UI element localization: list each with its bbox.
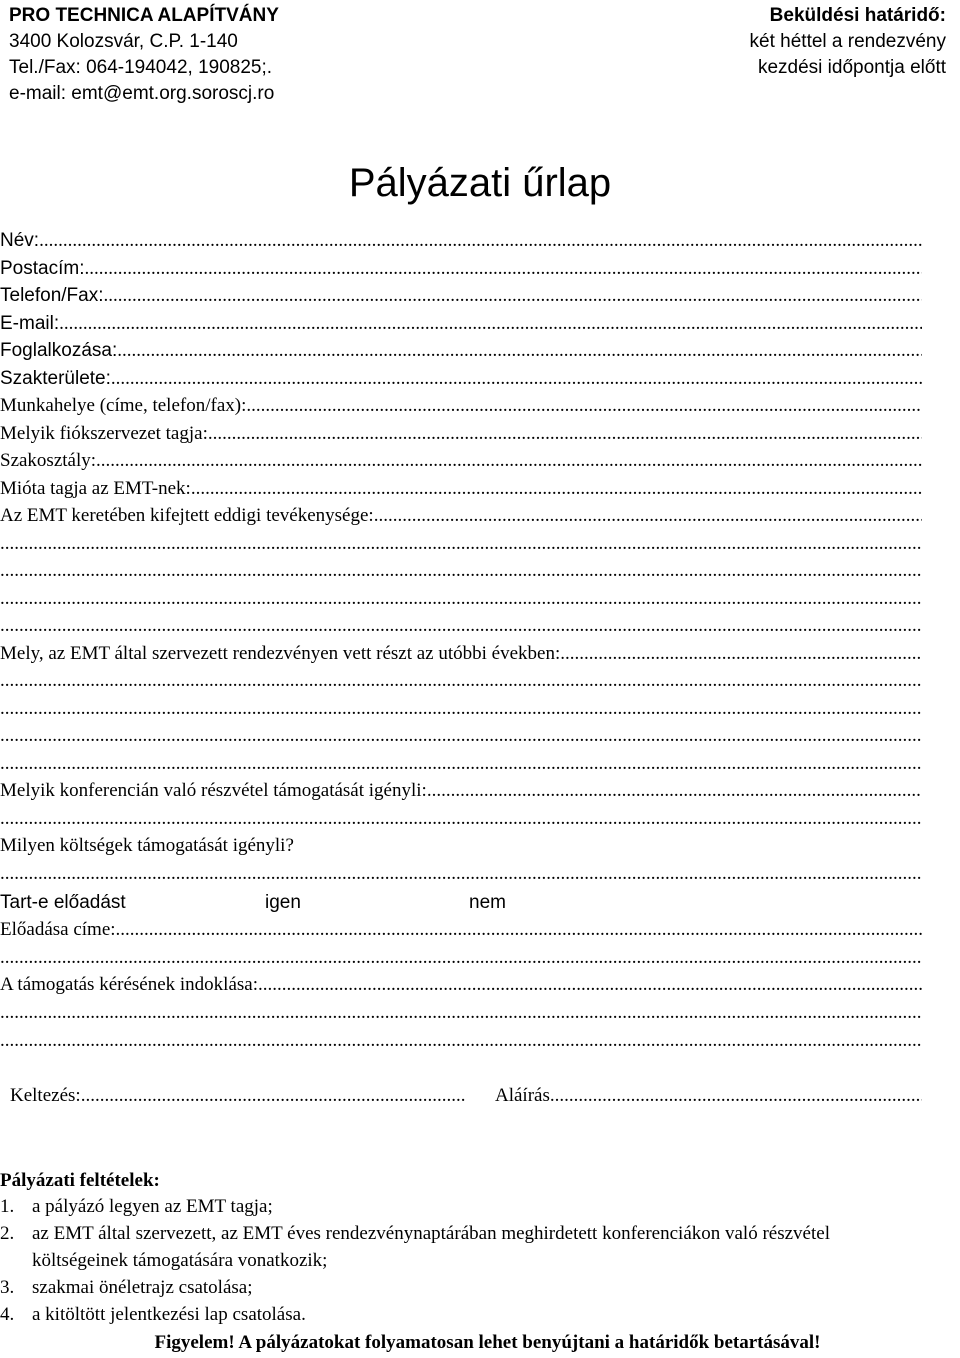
form-field-label: Postacím: xyxy=(0,258,85,279)
dotted-fill xyxy=(0,588,922,609)
form-field-label: Foglalkozása: xyxy=(0,340,118,361)
form-field-label: E-mail: xyxy=(0,313,60,334)
dotted-fill xyxy=(0,725,922,746)
form-field-label: Név: xyxy=(0,230,40,251)
form-field[interactable] xyxy=(0,834,922,857)
justification-field[interactable] xyxy=(0,973,922,996)
presentation-no-option[interactable]: nem xyxy=(469,892,506,913)
form-continuation-line[interactable] xyxy=(0,724,922,747)
dotted-fill xyxy=(246,395,922,416)
form-field-label: Az EMT keretében kifejtett eddigi tevékenysége: xyxy=(0,505,374,526)
presentation-title-label: Előadása címe: xyxy=(0,919,116,940)
dotted-fill xyxy=(39,230,922,251)
condition-text: a kitöltött jelentkezési lap csatolása. xyxy=(32,1304,306,1325)
dotted-fill xyxy=(0,615,922,636)
organization-email: e-mail: emt@emt.org.soroscj.ro xyxy=(9,83,275,104)
date-field[interactable] xyxy=(10,1084,465,1107)
dotted-fill xyxy=(0,560,922,581)
form-field-label: Melyik fiókszervezet tagja: xyxy=(0,423,208,444)
deadline-line-1: két héttel a rendezvény xyxy=(749,31,946,52)
form-field[interactable] xyxy=(0,284,922,307)
form-field[interactable] xyxy=(0,449,922,472)
dotted-fill xyxy=(117,340,922,361)
notice-text: Figyelem! A pályázatokat folyamatosan lehet benyújtani a határidők betartásával! xyxy=(154,1332,821,1353)
form-field-label: Milyen költségek támogatását igényli? xyxy=(0,835,294,856)
form-continuation-line[interactable] xyxy=(0,697,922,720)
dotted-fill xyxy=(427,780,922,801)
presentation-yes-option[interactable]: igen xyxy=(265,892,301,913)
organization-phone-fax: Tel./Fax: 064-194042, 190825;. xyxy=(9,57,273,78)
form-field-label: Mely, az EMT által szervezett rendezvényen vett részt az utóbbi években: xyxy=(0,643,561,664)
condition-text: a pályázó legyen az EMT tagja; xyxy=(32,1196,273,1217)
condition-text: költségeinek támogatására vonatkozik; xyxy=(32,1250,328,1271)
dotted-fill xyxy=(84,258,922,279)
form-field[interactable] xyxy=(0,339,922,362)
form-field-label: Munkahelye (címe, telefon/fax): xyxy=(0,395,247,416)
condition-number: 2. xyxy=(0,1223,15,1244)
presentation-title-extra-line[interactable] xyxy=(0,946,922,969)
condition-number: 3. xyxy=(0,1277,15,1298)
form-field-label: Szakosztály: xyxy=(0,450,97,471)
dotted-fill xyxy=(81,1085,465,1106)
presentation-question: Tart-e előadást xyxy=(0,892,126,913)
dotted-fill xyxy=(191,478,922,499)
form-field[interactable] xyxy=(0,779,922,802)
form-continuation-line[interactable] xyxy=(0,862,922,885)
dotted-fill xyxy=(560,643,922,664)
condition-number: 4. xyxy=(0,1304,15,1325)
form-field[interactable] xyxy=(0,367,922,390)
conditions-heading: Pályázati feltételek: xyxy=(0,1170,160,1191)
dotted-fill xyxy=(0,533,922,554)
dotted-fill xyxy=(0,698,922,719)
dotted-fill xyxy=(208,423,922,444)
dotted-fill xyxy=(0,863,922,884)
form-continuation-line[interactable] xyxy=(0,559,922,582)
form-continuation-line[interactable] xyxy=(0,532,922,555)
form-field[interactable] xyxy=(0,504,922,527)
page-title: Pályázati űrlap xyxy=(348,161,612,205)
dotted-fill xyxy=(116,919,922,940)
form-field[interactable] xyxy=(0,477,922,500)
date-label: Keltezés: xyxy=(10,1085,81,1106)
justification-label: A támogatás kérésének indoklása: xyxy=(0,974,259,995)
organization-name: PRO TECHNICA ALAPÍTVÁNY xyxy=(9,5,279,26)
condition-item xyxy=(0,1221,960,1247)
dotted-fill xyxy=(96,450,922,471)
condition-item xyxy=(0,1194,960,1220)
dotted-fill xyxy=(0,808,922,829)
dotted-fill xyxy=(0,753,922,774)
form-field[interactable] xyxy=(0,422,922,445)
dotted-fill xyxy=(104,285,923,306)
form-field[interactable] xyxy=(0,394,922,417)
form-field[interactable] xyxy=(0,642,922,665)
form-field[interactable] xyxy=(0,312,922,335)
condition-text: szakmai önéletrajz csatolása; xyxy=(32,1277,253,1298)
form-field-label: Melyik konferencián való részvétel támogatását igényli: xyxy=(0,780,427,801)
signature-label: Aláírás xyxy=(495,1085,550,1106)
form-continuation-line[interactable] xyxy=(0,669,922,692)
form-continuation-line[interactable] xyxy=(0,587,922,610)
dotted-fill xyxy=(258,974,922,995)
form-field-label: Szakterülete: xyxy=(0,368,111,389)
justification-extra-line-1[interactable] xyxy=(0,1001,922,1024)
form-field[interactable] xyxy=(0,229,922,252)
form-continuation-line[interactable] xyxy=(0,807,922,830)
dotted-fill xyxy=(550,1085,922,1106)
condition-item xyxy=(0,1248,960,1274)
justification-extra-line-2[interactable] xyxy=(0,1029,922,1052)
form-field-label: Mióta tagja az EMT-nek: xyxy=(0,478,191,499)
deadline-line-2: kezdési időpontja előtt xyxy=(757,57,946,78)
dotted-fill xyxy=(111,368,922,389)
dotted-fill xyxy=(374,505,922,526)
dotted-fill xyxy=(59,313,922,334)
signature-field[interactable] xyxy=(495,1084,922,1107)
condition-text: az EMT által szervezett, az EMT éves rendezvénynaptárában meghirdetett konferenciákon való részvétel xyxy=(32,1223,830,1244)
form-continuation-line[interactable] xyxy=(0,614,922,637)
form-continuation-line[interactable] xyxy=(0,752,922,775)
condition-item xyxy=(0,1302,960,1328)
dotted-fill xyxy=(0,670,922,691)
condition-number: 1. xyxy=(0,1196,15,1217)
form-field-label: Telefon/Fax: xyxy=(0,285,104,306)
organization-address: 3400 Kolozsvár, C.P. 1-140 xyxy=(9,31,238,52)
deadline-label: Beküldési határidő: xyxy=(769,5,946,26)
condition-item xyxy=(0,1275,960,1301)
presentation-title-field[interactable] xyxy=(0,918,922,941)
form-field[interactable] xyxy=(0,257,922,280)
